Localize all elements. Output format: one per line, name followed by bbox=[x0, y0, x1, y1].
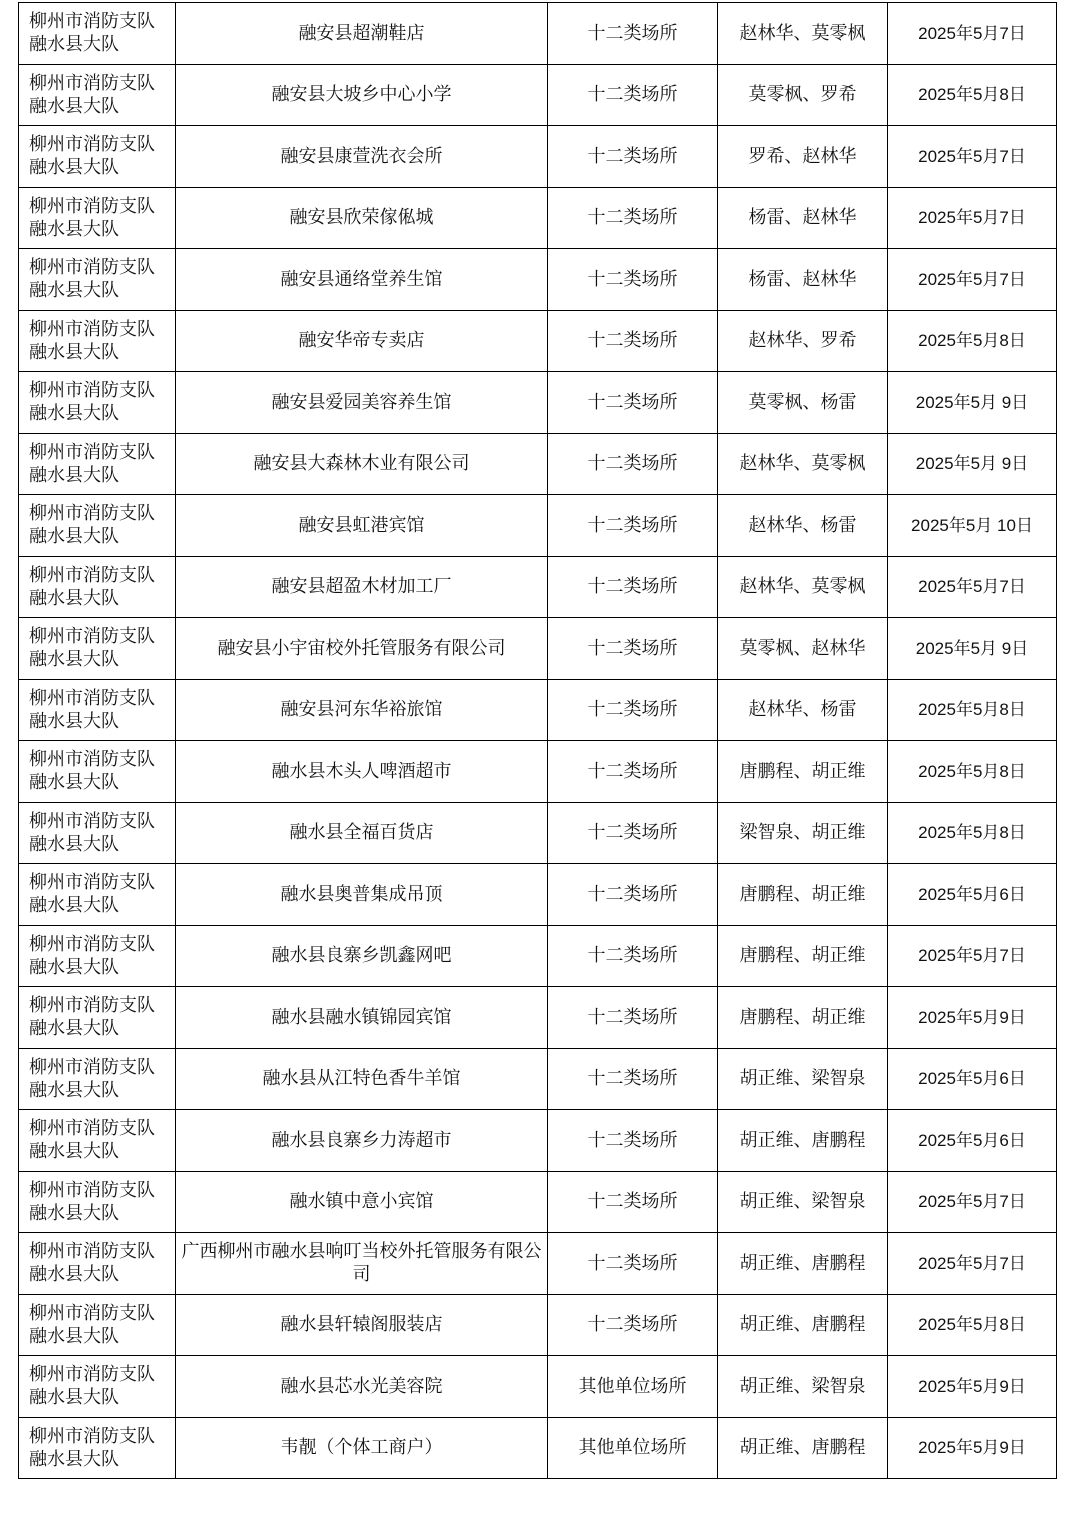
place-name-cell: 融安县河东华裕旅馆 bbox=[176, 679, 548, 741]
inspectors-cell: 莫零枫、罗希 bbox=[718, 64, 888, 126]
date-cell: 2025年5月9日 bbox=[888, 987, 1057, 1049]
table-row bbox=[19, 864, 1057, 926]
table-row bbox=[19, 187, 1057, 249]
unit-cell: 柳州市消防支队 融水县大队 bbox=[19, 618, 176, 680]
category-cell: 十二类场所 bbox=[548, 1294, 718, 1356]
date-cell: 2025年5月6日 bbox=[888, 864, 1057, 926]
category-cell: 十二类场所 bbox=[548, 1171, 718, 1233]
category-cell: 十二类场所 bbox=[548, 126, 718, 188]
date-cell: 2025年5月 9日 bbox=[888, 433, 1057, 495]
unit-cell: 柳州市消防支队 融水县大队 bbox=[19, 372, 176, 434]
inspectors-cell: 胡正维、唐鹏程 bbox=[718, 1233, 888, 1295]
unit-cell: 柳州市消防支队 融水县大队 bbox=[19, 1417, 176, 1479]
place-name-cell: 融水县良寨乡力涛超市 bbox=[176, 1110, 548, 1172]
date-cell: 2025年5月7日 bbox=[888, 249, 1057, 311]
date-cell: 2025年5月8日 bbox=[888, 741, 1057, 803]
date-cell: 2025年5月8日 bbox=[888, 64, 1057, 126]
place-name-cell: 融水县融水镇锦园宾馆 bbox=[176, 987, 548, 1049]
inspectors-cell: 唐鹏程、胡正维 bbox=[718, 741, 888, 803]
category-cell: 十二类场所 bbox=[548, 618, 718, 680]
table-row bbox=[19, 495, 1057, 557]
category-cell: 十二类场所 bbox=[548, 741, 718, 803]
date-cell: 2025年5月7日 bbox=[888, 1171, 1057, 1233]
table-row bbox=[19, 556, 1057, 618]
place-name-cell: 融安县超潮鞋店 bbox=[176, 3, 548, 65]
inspectors-cell: 赵林华、莫零枫 bbox=[718, 3, 888, 65]
date-cell: 2025年5月7日 bbox=[888, 925, 1057, 987]
unit-cell: 柳州市消防支队 融水县大队 bbox=[19, 1110, 176, 1172]
place-name-cell: 融水县奥普集成吊顶 bbox=[176, 864, 548, 926]
table-row bbox=[19, 1110, 1057, 1172]
unit-cell: 柳州市消防支队 融水县大队 bbox=[19, 249, 176, 311]
table-row bbox=[19, 3, 1057, 65]
place-name-cell: 融安华帝专卖店 bbox=[176, 310, 548, 372]
inspectors-cell: 胡正维、唐鹏程 bbox=[718, 1417, 888, 1479]
inspectors-cell: 赵林华、杨雷 bbox=[718, 679, 888, 741]
place-name-cell: 融安县小宇宙校外托管服务有限公司 bbox=[176, 618, 548, 680]
category-cell: 十二类场所 bbox=[548, 556, 718, 618]
place-name-cell: 广西柳州市融水县响叮当校外托管服务有限公司 bbox=[176, 1233, 548, 1295]
place-name-cell: 融水县从江特色香牛羊馆 bbox=[176, 1048, 548, 1110]
date-cell: 2025年5月 9日 bbox=[888, 618, 1057, 680]
place-name-cell: 融水县全福百货店 bbox=[176, 802, 548, 864]
category-cell: 十二类场所 bbox=[548, 64, 718, 126]
unit-cell: 柳州市消防支队 融水县大队 bbox=[19, 802, 176, 864]
table-row bbox=[19, 802, 1057, 864]
unit-cell: 柳州市消防支队 融水县大队 bbox=[19, 987, 176, 1049]
place-name-cell: 融水县轩辕阁服装店 bbox=[176, 1294, 548, 1356]
category-cell: 十二类场所 bbox=[548, 679, 718, 741]
table-row bbox=[19, 925, 1057, 987]
place-name-cell: 韦靓（个体工商户） bbox=[176, 1417, 548, 1479]
date-cell: 2025年5月7日 bbox=[888, 126, 1057, 188]
date-cell: 2025年5月7日 bbox=[888, 556, 1057, 618]
place-name-cell: 融安县爱园美容养生馆 bbox=[176, 372, 548, 434]
unit-cell: 柳州市消防支队 融水县大队 bbox=[19, 126, 176, 188]
category-cell: 十二类场所 bbox=[548, 187, 718, 249]
unit-cell: 柳州市消防支队 融水县大队 bbox=[19, 1048, 176, 1110]
table-row bbox=[19, 987, 1057, 1049]
inspectors-cell: 唐鹏程、胡正维 bbox=[718, 864, 888, 926]
unit-cell: 柳州市消防支队 融水县大队 bbox=[19, 864, 176, 926]
category-cell: 十二类场所 bbox=[548, 310, 718, 372]
unit-cell: 柳州市消防支队 融水县大队 bbox=[19, 495, 176, 557]
place-name-cell: 融水县良寨乡凯鑫网吧 bbox=[176, 925, 548, 987]
table-row bbox=[19, 679, 1057, 741]
inspectors-cell: 胡正维、梁智泉 bbox=[718, 1171, 888, 1233]
category-cell: 十二类场所 bbox=[548, 802, 718, 864]
place-name-cell: 融水县芯水光美容院 bbox=[176, 1356, 548, 1418]
date-cell: 2025年5月8日 bbox=[888, 802, 1057, 864]
unit-cell: 柳州市消防支队 融水县大队 bbox=[19, 1356, 176, 1418]
inspectors-cell: 杨雷、赵林华 bbox=[718, 249, 888, 311]
unit-cell: 柳州市消防支队 融水县大队 bbox=[19, 64, 176, 126]
unit-cell: 柳州市消防支队 融水县大队 bbox=[19, 556, 176, 618]
inspectors-cell: 唐鹏程、胡正维 bbox=[718, 987, 888, 1049]
table-row bbox=[19, 433, 1057, 495]
inspectors-cell: 赵林华、莫零枫 bbox=[718, 433, 888, 495]
table-row bbox=[19, 310, 1057, 372]
inspectors-cell: 赵林华、莫零枫 bbox=[718, 556, 888, 618]
category-cell: 十二类场所 bbox=[548, 372, 718, 434]
category-cell: 其他单位场所 bbox=[548, 1356, 718, 1418]
inspectors-cell: 赵林华、杨雷 bbox=[718, 495, 888, 557]
place-name-cell: 融安县康萱洗衣会所 bbox=[176, 126, 548, 188]
table-row bbox=[19, 64, 1057, 126]
inspectors-cell: 莫零枫、杨雷 bbox=[718, 372, 888, 434]
table-row bbox=[19, 1294, 1057, 1356]
table-body bbox=[19, 3, 1057, 1479]
inspectors-cell: 梁智泉、胡正维 bbox=[718, 802, 888, 864]
inspectors-cell: 杨雷、赵林华 bbox=[718, 187, 888, 249]
place-name-cell: 融安县通络堂养生馆 bbox=[176, 249, 548, 311]
unit-cell: 柳州市消防支队 融水县大队 bbox=[19, 433, 176, 495]
date-cell: 2025年5月7日 bbox=[888, 3, 1057, 65]
date-cell: 2025年5月9日 bbox=[888, 1356, 1057, 1418]
inspectors-cell: 罗希、赵林华 bbox=[718, 126, 888, 188]
unit-cell: 柳州市消防支队 融水县大队 bbox=[19, 1233, 176, 1295]
unit-cell: 柳州市消防支队 融水县大队 bbox=[19, 741, 176, 803]
place-name-cell: 融水镇中意小宾馆 bbox=[176, 1171, 548, 1233]
date-cell: 2025年5月9日 bbox=[888, 1417, 1057, 1479]
place-name-cell: 融安县虹港宾馆 bbox=[176, 495, 548, 557]
place-name-cell: 融安县欣荣傢俬城 bbox=[176, 187, 548, 249]
category-cell: 十二类场所 bbox=[548, 1110, 718, 1172]
place-name-cell: 融安县大坡乡中心小学 bbox=[176, 64, 548, 126]
table-row bbox=[19, 1171, 1057, 1233]
category-cell: 十二类场所 bbox=[548, 925, 718, 987]
date-cell: 2025年5月6日 bbox=[888, 1048, 1057, 1110]
date-cell: 2025年5月7日 bbox=[888, 187, 1057, 249]
table-row bbox=[19, 126, 1057, 188]
inspectors-cell: 胡正维、唐鹏程 bbox=[718, 1110, 888, 1172]
category-cell: 十二类场所 bbox=[548, 987, 718, 1049]
date-cell: 2025年5月 9日 bbox=[888, 372, 1057, 434]
date-cell: 2025年5月8日 bbox=[888, 679, 1057, 741]
place-name-cell: 融安县大森林木业有限公司 bbox=[176, 433, 548, 495]
table-row bbox=[19, 741, 1057, 803]
table-row bbox=[19, 618, 1057, 680]
inspectors-cell: 赵林华、罗希 bbox=[718, 310, 888, 372]
inspectors-cell: 莫零枫、赵林华 bbox=[718, 618, 888, 680]
unit-cell: 柳州市消防支队 融水县大队 bbox=[19, 3, 176, 65]
unit-cell: 柳州市消防支队 融水县大队 bbox=[19, 679, 176, 741]
place-name-cell: 融水县木头人啤酒超市 bbox=[176, 741, 548, 803]
category-cell: 十二类场所 bbox=[548, 1048, 718, 1110]
table-row bbox=[19, 1233, 1057, 1295]
unit-cell: 柳州市消防支队 融水县大队 bbox=[19, 310, 176, 372]
unit-cell: 柳州市消防支队 融水县大队 bbox=[19, 925, 176, 987]
inspectors-cell: 胡正维、梁智泉 bbox=[718, 1048, 888, 1110]
category-cell: 十二类场所 bbox=[548, 249, 718, 311]
unit-cell: 柳州市消防支队 融水县大队 bbox=[19, 187, 176, 249]
category-cell: 其他单位场所 bbox=[548, 1417, 718, 1479]
category-cell: 十二类场所 bbox=[548, 3, 718, 65]
table-row bbox=[19, 1048, 1057, 1110]
category-cell: 十二类场所 bbox=[548, 1233, 718, 1295]
date-cell: 2025年5月 10日 bbox=[888, 495, 1057, 557]
table-row bbox=[19, 1356, 1057, 1418]
date-cell: 2025年5月6日 bbox=[888, 1110, 1057, 1172]
table-row bbox=[19, 1417, 1057, 1479]
date-cell: 2025年5月8日 bbox=[888, 1294, 1057, 1356]
category-cell: 十二类场所 bbox=[548, 433, 718, 495]
unit-cell: 柳州市消防支队 融水县大队 bbox=[19, 1294, 176, 1356]
inspectors-cell: 唐鹏程、胡正维 bbox=[718, 925, 888, 987]
date-cell: 2025年5月7日 bbox=[888, 1233, 1057, 1295]
date-cell: 2025年5月8日 bbox=[888, 310, 1057, 372]
category-cell: 十二类场所 bbox=[548, 495, 718, 557]
unit-cell: 柳州市消防支队 融水县大队 bbox=[19, 1171, 176, 1233]
inspectors-cell: 胡正维、梁智泉 bbox=[718, 1356, 888, 1418]
table-row bbox=[19, 372, 1057, 434]
inspection-records-table bbox=[18, 2, 1057, 1479]
inspectors-cell: 胡正维、唐鹏程 bbox=[718, 1294, 888, 1356]
category-cell: 十二类场所 bbox=[548, 864, 718, 926]
place-name-cell: 融安县超盈木材加工厂 bbox=[176, 556, 548, 618]
table-row bbox=[19, 249, 1057, 311]
